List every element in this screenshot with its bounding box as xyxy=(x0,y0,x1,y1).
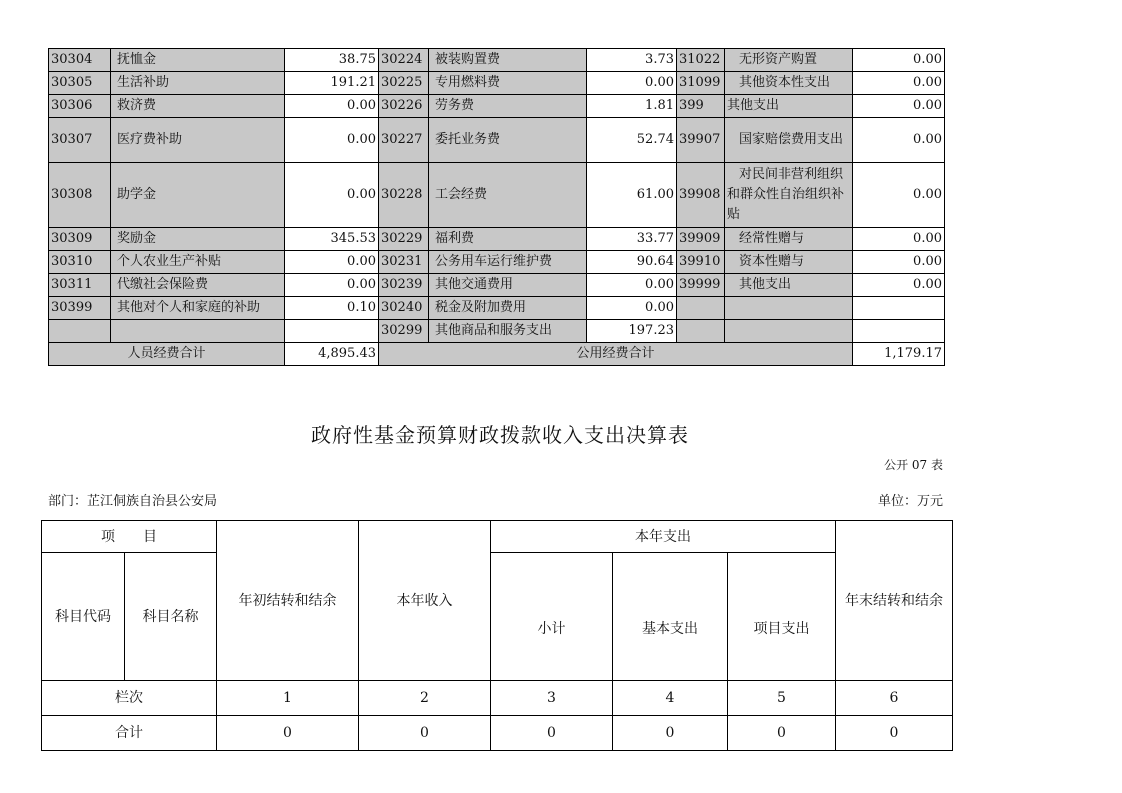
value-cell: 0.00 xyxy=(285,95,379,118)
name-cell: 其他交通费用 xyxy=(429,274,587,297)
value-cell: 33.77 xyxy=(587,228,677,251)
index-cell: 1 xyxy=(217,681,359,716)
name-cell: 其他商品和服务支出 xyxy=(429,320,587,343)
personnel-total-value: 4,895.43 xyxy=(285,343,379,366)
name-header: 科目名称 xyxy=(125,553,217,681)
table-row xyxy=(49,274,945,297)
name-cell xyxy=(111,320,285,343)
code-cell: 30240 xyxy=(379,297,429,320)
table-row xyxy=(49,118,945,163)
code-cell: 39999 xyxy=(677,274,725,297)
total-cell: 0 xyxy=(359,716,491,751)
name-cell: 被装购置费 xyxy=(429,49,587,72)
value-cell: 345.53 xyxy=(285,228,379,251)
code-cell: 30399 xyxy=(49,297,111,320)
code-cell: 31099 xyxy=(677,72,725,95)
index-cell: 4 xyxy=(613,681,728,716)
value-cell: 61.00 xyxy=(587,163,677,228)
code-cell: 30228 xyxy=(379,163,429,228)
name-cell: 福利费 xyxy=(429,228,587,251)
public-total-label: 公用经费合计 xyxy=(379,343,853,366)
value-cell xyxy=(853,297,945,320)
name-cell: 其他支出 xyxy=(725,274,853,297)
name-cell: 生活补助 xyxy=(111,72,285,95)
table-row xyxy=(49,95,945,118)
code-cell: 30231 xyxy=(379,251,429,274)
value-cell: 0.00 xyxy=(853,95,945,118)
value-cell: 197.23 xyxy=(587,320,677,343)
code-cell: 30227 xyxy=(379,118,429,163)
value-cell: 0.00 xyxy=(853,274,945,297)
code-cell: 30311 xyxy=(49,274,111,297)
value-cell: 191.21 xyxy=(285,72,379,95)
value-cell: 38.75 xyxy=(285,49,379,72)
code-cell: 30239 xyxy=(379,274,429,297)
value-cell: 0.00 xyxy=(587,72,677,95)
fund-budget-table xyxy=(41,520,953,751)
value-cell: 0.00 xyxy=(853,251,945,274)
code-cell: 30309 xyxy=(49,228,111,251)
unit-label: 单位：万元 xyxy=(877,494,943,509)
public-total-value: 1,179.17 xyxy=(853,343,945,366)
total-cell: 0 xyxy=(491,716,613,751)
income-header: 本年收入 xyxy=(359,521,491,681)
value-cell: 0.00 xyxy=(285,163,379,228)
name-cell: 专用燃料费 xyxy=(429,72,587,95)
code-cell: 31022 xyxy=(677,49,725,72)
value-cell: 0.00 xyxy=(853,118,945,163)
name-cell: 税金及附加费用 xyxy=(429,297,587,320)
value-cell: 0.00 xyxy=(853,49,945,72)
department-label: 部门：芷江侗族自治县公安局 xyxy=(48,494,218,509)
total-cell: 0 xyxy=(217,716,359,751)
table-row xyxy=(49,163,945,228)
name-cell: 无形资产购置 xyxy=(725,49,853,72)
table-row xyxy=(49,320,945,343)
code-cell xyxy=(49,320,111,343)
value-cell: 0.00 xyxy=(285,274,379,297)
value-cell: 0.10 xyxy=(285,297,379,320)
code-cell: 30306 xyxy=(49,95,111,118)
name-cell: 奖励金 xyxy=(111,228,285,251)
name-cell: 委托业务费 xyxy=(429,118,587,163)
form-number: 公开 07 表 xyxy=(884,458,943,472)
name-cell: 国家赔偿费用支出 xyxy=(725,118,853,163)
total-cell: 0 xyxy=(836,716,953,751)
name-cell: 其他对个人和家庭的补助 xyxy=(111,297,285,320)
table-row xyxy=(49,49,945,72)
name-cell: 救济费 xyxy=(111,95,285,118)
code-cell: 39907 xyxy=(677,118,725,163)
opening-balance-header: 年初结转和结余 xyxy=(217,521,359,681)
basic-expenditure-table xyxy=(48,48,945,366)
code-cell: 30224 xyxy=(379,49,429,72)
code-cell xyxy=(677,320,725,343)
code-cell: 39908 xyxy=(677,163,725,228)
index-cell: 3 xyxy=(491,681,613,716)
document-title: 政府性基金预算财政拨款收入支出决算表 xyxy=(311,423,689,447)
name-cell: 代缴社会保险费 xyxy=(111,274,285,297)
row-index-label: 栏次 xyxy=(42,681,217,716)
code-cell: 30307 xyxy=(49,118,111,163)
code-cell: 30304 xyxy=(49,49,111,72)
code-cell: 30305 xyxy=(49,72,111,95)
code-cell: 39910 xyxy=(677,251,725,274)
code-cell: 30226 xyxy=(379,95,429,118)
code-cell: 30299 xyxy=(379,320,429,343)
name-cell xyxy=(725,297,853,320)
closing-balance-header: 年末结转和结余 xyxy=(836,521,953,681)
name-cell: 其他支出 xyxy=(725,95,853,118)
item-header: 项 目 xyxy=(42,521,217,553)
name-cell: 个人农业生产补贴 xyxy=(111,251,285,274)
project-expense-header: 项目支出 xyxy=(728,553,836,681)
value-cell: 52.74 xyxy=(587,118,677,163)
personnel-total-label: 人员经费合计 xyxy=(49,343,285,366)
value-cell: 0.00 xyxy=(853,163,945,228)
name-cell xyxy=(725,320,853,343)
name-cell: 工会经费 xyxy=(429,163,587,228)
code-cell: 30225 xyxy=(379,72,429,95)
code-cell xyxy=(677,297,725,320)
table-row xyxy=(42,716,953,751)
total-cell: 0 xyxy=(613,716,728,751)
expense-header: 本年支出 xyxy=(491,521,836,553)
index-cell: 6 xyxy=(836,681,953,716)
code-cell: 30308 xyxy=(49,163,111,228)
table-row xyxy=(42,681,953,716)
index-cell: 5 xyxy=(728,681,836,716)
value-cell: 0.00 xyxy=(587,274,677,297)
value-cell: 1.81 xyxy=(587,95,677,118)
name-cell: 抚恤金 xyxy=(111,49,285,72)
code-cell: 39909 xyxy=(677,228,725,251)
subtotal-header: 小计 xyxy=(491,553,613,681)
name-cell: 劳务费 xyxy=(429,95,587,118)
value-cell: 90.64 xyxy=(587,251,677,274)
index-cell: 2 xyxy=(359,681,491,716)
value-cell: 3.73 xyxy=(587,49,677,72)
total-cell: 0 xyxy=(728,716,836,751)
value-cell xyxy=(853,320,945,343)
name-cell: 资本性赠与 xyxy=(725,251,853,274)
code-cell: 399 xyxy=(677,95,725,118)
table-row xyxy=(49,297,945,320)
name-cell: 助学金 xyxy=(111,163,285,228)
value-cell: 0.00 xyxy=(285,251,379,274)
value-cell xyxy=(285,320,379,343)
name-cell: 其他资本性支出 xyxy=(725,72,853,95)
table-row xyxy=(49,72,945,95)
name-cell: 经常性赠与 xyxy=(725,228,853,251)
code-cell: 30310 xyxy=(49,251,111,274)
total-label: 合计 xyxy=(42,716,217,751)
value-cell: 0.00 xyxy=(853,72,945,95)
table-row xyxy=(49,228,945,251)
basic-expense-header: 基本支出 xyxy=(613,553,728,681)
value-cell: 0.00 xyxy=(587,297,677,320)
code-header: 科目代码 xyxy=(42,553,125,681)
name-cell: 对民间非营利组织和群众性自治组织补贴 xyxy=(725,163,853,228)
value-cell: 0.00 xyxy=(285,118,379,163)
name-cell: 公务用车运行维护费 xyxy=(429,251,587,274)
name-cell: 医疗费补助 xyxy=(111,118,285,163)
code-cell: 30229 xyxy=(379,228,429,251)
value-cell: 0.00 xyxy=(853,228,945,251)
table-row xyxy=(49,251,945,274)
totals-row xyxy=(49,343,945,366)
